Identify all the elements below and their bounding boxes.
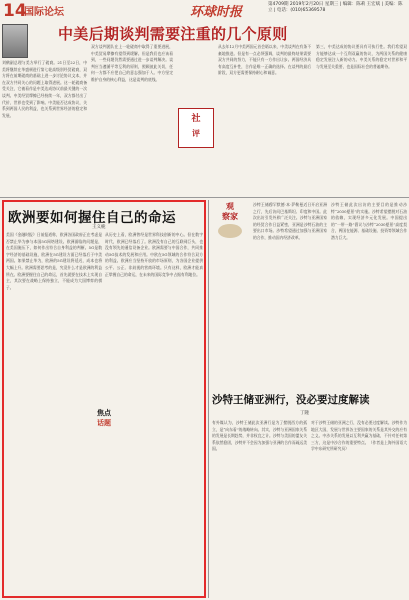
bottom-right-byline: 丁隆 — [300, 411, 309, 416]
bottom-right-headline: 沙特王储亚洲行，没必要过度解读 — [212, 394, 370, 406]
observer-logo-illustration — [218, 224, 242, 238]
edition-info: 第4709期 2019年2月20日 星期三 | 编辑：陈莉 王宏斌 | 美编：陈 立 | 电话：(010)65369578 — [268, 2, 403, 13]
horizontal-divider — [0, 197, 409, 198]
commentary-badge-mark: 社 — [191, 114, 201, 124]
paper-logo: 环球时报 — [190, 5, 243, 20]
commentary-badge — [178, 108, 214, 148]
bottom-right-text-col1: 有外媒认为，沙特王储此次亚洲行是为了摆脱西方的孤立，是“向东看”的战略转向。其实，沙特与亚洲国家关系的发展是长期趋势，并非权宜之计。沙特与美国的盟友关系依然稳固，沙特并不会因为加强与亚洲的合作而疏远美国。 — [212, 420, 307, 452]
feature-headline: 欧洲要如何握住自己的命运 — [8, 210, 176, 226]
page-number: 14 — [3, 1, 27, 21]
column-divider — [208, 200, 209, 598]
focus-badge-line2: 话题 — [97, 419, 111, 427]
feature-byline: 王义桅 — [92, 225, 106, 230]
top-story-text-col1: 刘鹤副总理与美方举行了磋商。21日至22日，中美将继续在华盛顿进行第七轮高级别经贸磋商，双方将在前期磋商的基础上进一步讨论协议文本，并在双方共同关心的问题上取得进展。这一轮磋商备受关注，它被看作是中美达成协议前最关键的一次谈判。中美经贸摩擦已经持续一年，双方都付出了代价，世界也受到了影响。中美能否达成协议，关系到两国人民的利益，也关系到世界经济的稳定和发展。 — [2, 60, 87, 118]
top-story-headline: 中美后期谈判需要注重的几个原则 — [58, 25, 288, 43]
section-name: 国际论坛 — [24, 7, 64, 18]
observer-logo-line2: 察家 — [222, 212, 238, 221]
observer-text-col1: 沙特王储穆罕默德·本·萨勒曼近日开启亚洲之行，先后访问巴基斯坦、印度和中国。此次出访引发外界广泛关注。沙特与亚洲国家的经贸合作日益紧密，亚洲是沙特石油的主要出口市场。沙特希望通过加强与亚洲国家的合作，推动国内经济改革。 — [253, 202, 327, 240]
observer-column-logo — [210, 202, 250, 244]
top-story-text-col4: 第三，中美达成的协议要具有可执行性。我们希望双方能够达成一个互利双赢的协议，为两国关系的健康稳定发展注入新的动力。中美关系的稳定对世界和平与发展至关重要，也是国际社会的普遍期待。 — [316, 44, 407, 69]
commentary-badge-text: 评 — [192, 129, 200, 138]
top-story-text-col2: 双方谈判团队在上一轮磋商中取得了重要进展，中美贸易摩擦有望得到缓解。但是我们也应该看到，一些问题仍然需要通过进一步谈判解决。谈判应当遵循平等互利的原则，照顾彼此关切，任何一方都不应把自己的意志强加于人。中方坚定维护自身的核心利益，这是谈判的底线。 — [91, 44, 173, 82]
focus-topic-badge — [84, 408, 124, 430]
feature-text-col1: 美国《金融时报》日前报道称，欧洲各国政府正在考虑是否禁止华为参与本国5G网络建设。欧洲面临的问题是，在美国施压下，如何作出符合自身利益的判断。5G是数字经济的基础设施，欧洲在5G建设方面已经落后于中美两国。如果禁止华为，欧洲的5G建设将延迟，成本也将大幅上升。欧洲需要思考的是，究竟什么才是欧洲的利益所在。欧洲要握住自己的命运，首先就要在技术上实现自主，其次要在战略上保持独立，不能成为大国博弈的棋子。 — [6, 232, 102, 290]
bottom-right-text-col2: 对于沙特王储的亚洲之行，没有必要过度解读。沙特作为地区大国，发展与世界各主要国家的关系是其外交的应有之义。中沙关系的发展以互利共赢为基础，不针对任何第三方，这是中沙合作的重要特点。（作者是上海外国语大学中东研究所研究员） — [311, 420, 407, 452]
feature-text-col2: 从历史上看，欧洲曾经是世界科技创新的中心。但在数字时代，欧洲已经落后了。欧洲没有自己的互联网巨头，也没有领先的通信设备企业。欧洲需要与中国合作，共同推动5G技术的发展和应用。中欧在5G领域的合作符合双方的利益。欧洲应当坚持开放的市场原则，为各国企业提供公平、公正、非歧视的营商环境。只有这样，欧洲才能真正掌握自己的命运，在未来的国际竞争中占据有利地位。 — [105, 232, 203, 277]
observer-logo-line1: 观 — [226, 202, 234, 211]
focus-badge-line1: 焦点 — [97, 409, 111, 417]
author-photo — [2, 24, 28, 58]
top-story-text-col3: 从去年12月中美两国元首会晤以来，中美谈判在有条不紊地推进。但是有一点必须强调，谈判的最终结果需要双方共同的努力，不能只有一方作出让步。两国经济具有高度互补性，合作是唯一正确的选择。在谈判的最后阶段，双方更需要保持耐心和诚意。 — [218, 44, 311, 76]
observer-text-col2: 沙特王储此次出访的主要目的是推动沙特“2030愿景”的实施。沙特希望摆脱对石油的依赖，实现经济多元化发展。中国提出的“一带一路”倡议与沙特“2030愿景”高度契合，两国在能源、基础设施、投资等领域合作潜力巨大。 — [331, 202, 407, 240]
